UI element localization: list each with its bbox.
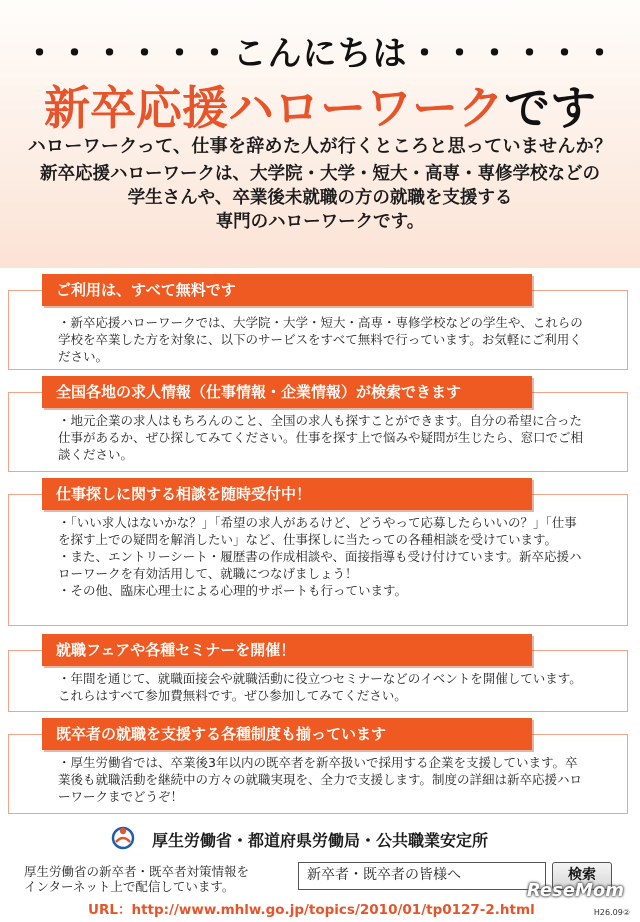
section-heading-graduates: 既卒者の就職を支援する各種制度も揃っています bbox=[42, 718, 532, 750]
search-input[interactable]: 新卒者・既卒者の皆様へ bbox=[298, 862, 546, 890]
footer-info-line: 厚生労働省の新卒者・既卒者対策情報を bbox=[24, 864, 250, 879]
section-body-graduates bbox=[58, 754, 588, 805]
document-code: H26.09② bbox=[593, 908, 630, 917]
section-body-free bbox=[58, 314, 588, 365]
section-body-consultation bbox=[58, 514, 588, 599]
section-heading-free: ご利用は、すべて無料です bbox=[42, 274, 532, 306]
section-bullet: ・新卒応援ハローワークでは、大学院・大学・短大・高専・専修学校などの学生や、これらの学校を卒業した方を対象に、以下のサービスをすべて無料で行っています。お気軽にご利用ください。 bbox=[58, 315, 583, 364]
main-title-tail: です bbox=[504, 81, 596, 135]
section-bullet: ・「いい求人はないかな？」「希望の求人があるけど、どうやって応募したらいいの？」「仕事を探す上での疑問を解消したい」など、仕事探しに当たっての各種相談を受けています。 bbox=[58, 515, 577, 547]
ministry-line: 厚生労働省・都道府県労働局・公共職業安定所 bbox=[151, 831, 488, 850]
section-body-fairs bbox=[58, 670, 588, 704]
greeting-heading: ・・・・・・こんにちは・・・・・・ bbox=[22, 34, 618, 74]
section-bullet: ・厚生労働省では、卒業後3年以内の既卒者を新卒扱いで採用する企業を支援しています。卒業後も就職活動を継続中の方々の就職実現を、全力で支援します。制度の詳細は新卒応援ハローワークまでどうぞ！ bbox=[58, 755, 583, 804]
search-button[interactable]: 検索 bbox=[552, 862, 612, 890]
main-title-name: 新卒応援ハローワーク bbox=[44, 81, 504, 135]
section-bullet: ・年間を通じて、就職面接会や就職活動に役立つセミナーなどのイベントを開催しています。これらはすべて参加費無料です。ぜひ参加してみてください。 bbox=[58, 671, 582, 703]
resemom-watermark: ReseMom bbox=[526, 880, 624, 901]
section-body-job-search bbox=[58, 412, 588, 463]
intro-line: 学生さんや、卒業後未就職の方の就職を支援する bbox=[127, 188, 513, 208]
section-heading-fairs: 就職フェアや各種セミナーを開催！ bbox=[42, 634, 532, 666]
section-bullet: ・その他、臨床心理士による心理的サポートも行っています。 bbox=[58, 583, 408, 598]
section-heading-job-search: 全国各地の求人情報（仕事情報・企業情報）が検索できます bbox=[42, 376, 532, 408]
question-line: ハローワークって、仕事を辞めた人が行くところと思っていませんか？ bbox=[27, 136, 613, 157]
footer-info-line: インターネット上で配信しています。 bbox=[24, 879, 235, 894]
section-heading-consultation: 仕事探しに関する相談を随時受付中！ bbox=[42, 478, 532, 510]
section-bullet: ・地元企業の求人はもちろんのこと、全国の求人も探すことができます。自分の希望に合った仕事があるか、ぜひ探してみてください。仕事を探す上で悩みや疑問が生じたら、窓口でご相談ください。 bbox=[58, 413, 584, 462]
intro-line: 専門のハローワークです。 bbox=[215, 212, 425, 232]
main-title bbox=[0, 72, 640, 138]
url-link[interactable]: URL：http://www.mhlw.go.jp/topics/2010/01/tp0127-2.html bbox=[88, 902, 535, 918]
footer-info bbox=[24, 864, 294, 894]
section-bullet: ・また、エントリーシート・履歴書の作成相談や、面接指導も受け付けています。新卒応援ハローワークを有効活用して、就職につなげましょう！ bbox=[58, 549, 582, 581]
intro-paragraph bbox=[20, 162, 620, 234]
intro-line: 新卒応援ハローワークは、大学院・大学・短大・高専・専修学校などの bbox=[40, 164, 600, 184]
